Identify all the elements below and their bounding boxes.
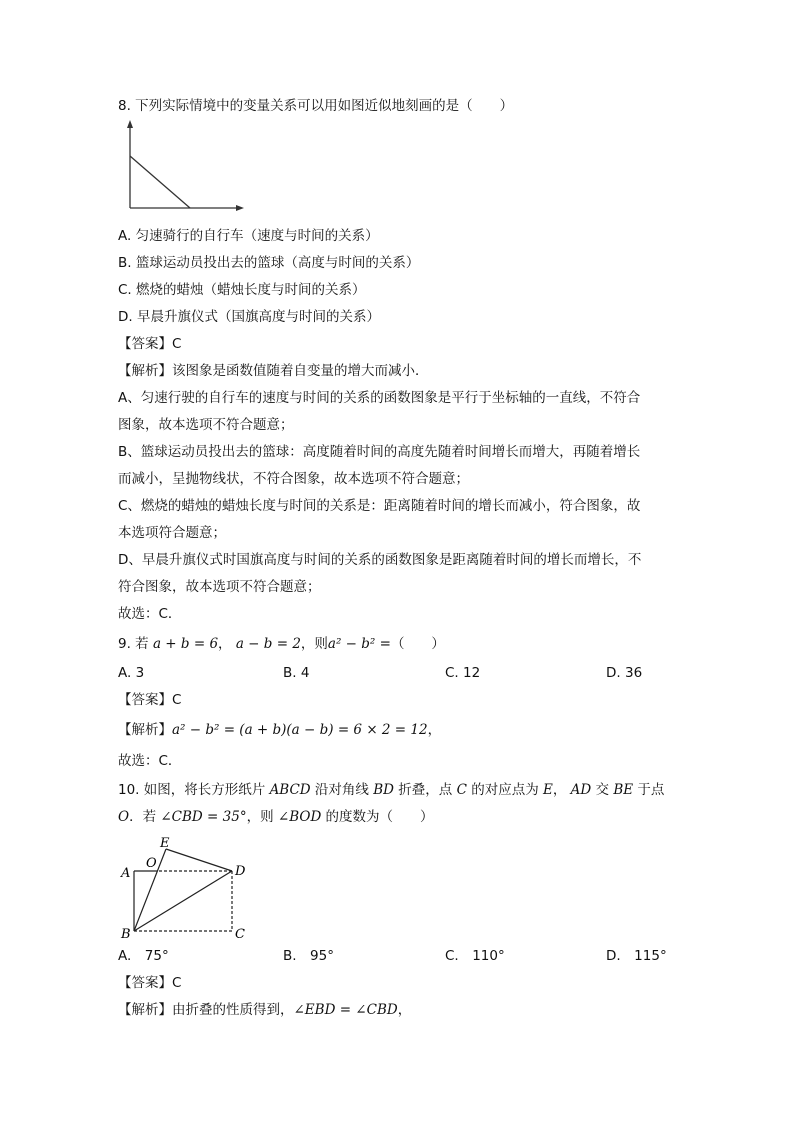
q9-analysis-label: 【解析】: [118, 722, 172, 738]
q10-stem-text: 折叠，点: [393, 782, 457, 798]
q8-analysis-line: 故选：C．: [118, 606, 182, 622]
q10-analysis-label: 【解析】由折叠的性质得到，: [118, 1002, 294, 1018]
q10-stem-text: 10. 如图，将长方形纸片: [118, 782, 270, 798]
q9-condition-sum: a + b = 6: [152, 636, 219, 652]
q10-stem-text: ，: [552, 782, 571, 798]
q9-analysis-formula: a² − b² = (a + b)(a − b) = 6 × 2 = 12: [172, 722, 428, 738]
q10-option-d: D. 115°: [606, 948, 667, 964]
q9-stem-text: ，则: [300, 636, 328, 652]
q10-stem-line2: [118, 807, 434, 827]
q10-stem-text: 沿对角线: [310, 782, 374, 798]
q8-answer: 【答案】C: [118, 336, 182, 352]
q10-stem-text: ．若: [129, 809, 161, 825]
q10-stem-text: 的对应点为: [466, 782, 544, 798]
q10-analysis: [118, 1000, 411, 1020]
q10-answer: 【答案】C: [118, 975, 182, 991]
q8-option-c: C. 燃烧的蜡烛（蜡烛长度与时间的关系）: [118, 282, 366, 298]
q8-analysis-line: 而减小，呈抛物线状，不符合图象，故本选项不符合题意；: [118, 471, 469, 487]
q10-segment-be: BE: [613, 782, 634, 798]
q10-label-c: C: [235, 927, 245, 942]
q8-analysis-line: A、匀速行驶的自行车的速度与时间的关系的函数图象是平行于坐标轴的一直线，不符合: [118, 390, 641, 406]
q8-option-b: B. 篮球运动员投出去的篮球（高度与时间的关系）: [118, 255, 420, 271]
q9-target-expression: a² − b² =: [327, 636, 391, 652]
q10-rect-name: ABCD: [269, 782, 311, 798]
q9-stem-text: ，: [218, 636, 236, 652]
q8-analysis-line: B、篮球运动员投出去的篮球：高度随着时间的高度先随着时间增长而增大，再随着增长: [118, 444, 641, 460]
q10-stem-text: 交: [591, 782, 614, 798]
q9-conclusion: 故选：C．: [118, 753, 182, 769]
q8-analysis-line: 图象，故本选项不符合题意；: [118, 417, 294, 433]
q8-analysis-line: 【解析】该图象是函数值随着自变量的增大而减小．: [118, 363, 429, 379]
q10-label-o: O: [146, 856, 157, 871]
q10-point-c: C: [456, 782, 467, 798]
q10-stem-line1: [118, 780, 664, 800]
q8-analysis-line: D、早晨升旗仪式时国旗高度与时间的关系的函数图象是距离随着时间的增长而增长，不: [118, 552, 642, 568]
q9-option-c: C. 12: [445, 665, 481, 681]
q10-analysis-tail: ，: [397, 1002, 412, 1018]
q10-point-e: E: [543, 782, 553, 798]
q8-graph: [118, 118, 248, 218]
q8-analysis-line: C、燃烧的蜡烛的蜡烛长度与时间的关系是：距离随着时间的增长而减小，符合图象，故: [118, 498, 641, 514]
q8-analysis-line: 本选项符合题意；: [118, 525, 226, 541]
q10-label-d: D: [235, 864, 246, 879]
q10-stem-text: 的度数为（ ）: [321, 809, 434, 825]
q8-analysis-line: 符合图象，故本选项不符合题意；: [118, 579, 321, 595]
q10-target-angle: ∠BOD: [277, 809, 322, 825]
q10-option-a: A. 75°: [118, 948, 169, 964]
q10-stem-text: ，则: [246, 809, 278, 825]
q8-stem: 8. 下列实际情境中的变量关系可以用如图近似地刻画的是（ ）: [118, 98, 514, 114]
q10-point-o: O: [118, 809, 130, 825]
q10-label-a: A: [121, 866, 131, 881]
q9-option-a: A. 3: [118, 665, 145, 681]
q10-analysis-formula: ∠EBD = ∠CBD: [293, 1002, 398, 1018]
q10-option-b: B. 95°: [283, 948, 334, 964]
q10-stem-text: 于点: [633, 782, 665, 798]
q10-diagonal-name: BD: [373, 782, 394, 798]
q9-answer: 【答案】C: [118, 692, 182, 708]
q10-fold-figure: [112, 832, 262, 942]
q10-option-c: C. 110°: [445, 948, 505, 964]
q8-option-a: A. 匀速骑行的自行车（速度与时间的关系）: [118, 228, 379, 244]
q9-analysis-tail: ，: [427, 722, 442, 738]
q9-analysis: [118, 720, 441, 740]
q10-label-e: E: [160, 836, 170, 851]
q10-segment-ad: AD: [570, 782, 592, 798]
q10-label-b: B: [121, 927, 131, 942]
q10-given-angle: ∠CBD = 35°: [160, 809, 247, 825]
q9-option-d: D. 36: [606, 665, 643, 681]
q9-stem-text: 9. 若: [118, 636, 153, 652]
q9-stem-text: （ ）: [390, 636, 445, 652]
q9-option-b: B. 4: [283, 665, 310, 681]
q8-option-d: D. 早晨升旗仪式（国旗高度与时间的关系）: [118, 309, 380, 325]
q9-condition-diff: a − b = 2: [235, 636, 301, 652]
q9-stem: [118, 634, 445, 654]
